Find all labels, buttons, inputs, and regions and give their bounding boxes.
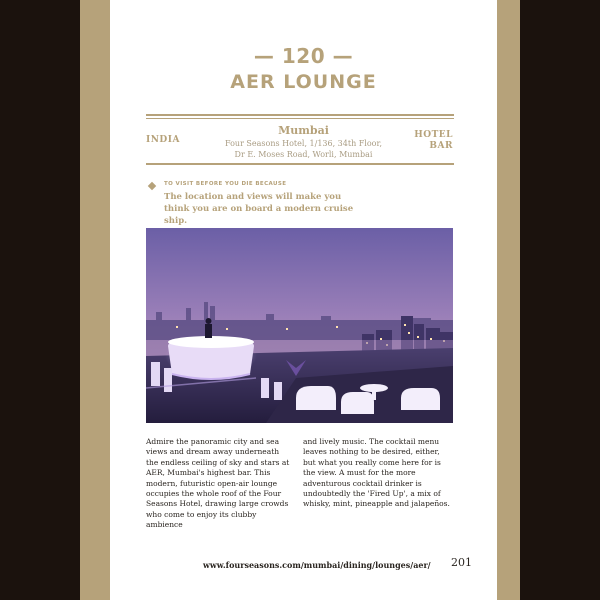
website-link[interactable]: www.fourseasons.com/mumbai/dining/lounges/aer/ [203, 560, 431, 570]
header-rule-bottom [146, 163, 454, 165]
entry-title: AER LOUNGE [230, 71, 377, 93]
address-line-1: Four Seasons Hotel, 1/136, 34th Floor, [224, 139, 382, 148]
venue-type [414, 130, 453, 152]
venue-type-line-2: BAR [429, 141, 453, 151]
entry-number: — 120 — [253, 44, 354, 68]
address-line-2: Dr E. Moses Road, Worli, Mumbai [234, 150, 373, 159]
book-page [110, 0, 497, 600]
rooftop-lounge-illustration [146, 228, 453, 423]
page-number: 201 [451, 556, 472, 569]
city-label: Mumbai [278, 124, 329, 137]
body-text-right: and lively music. The cocktail menu leaves nothing to be desired, either, but what you really come here for is the view. A must for the more adventurous cocktail drinker is undoubtedly the 'Fired Up', a mix of whisky, mint, pineapple and jalapeños. [303, 437, 450, 509]
body-text-left: Admire the panoramic city and sea views and dream away underneath the endless ceiling of sky and stars at AER, Mumbai's highest bar. This modern, futuristic open-air lounge occupies the whole roof of the Four Seasons Hotel, drawing large crowds who come to enjoy its clubby ambience [146, 437, 290, 530]
venue-type-line-1: HOTEL [414, 130, 453, 140]
reason-label: TO VISIT BEFORE YOU DIE BECAUSE [164, 181, 287, 187]
header-rule-top [146, 114, 454, 116]
diamond-bullet-icon [148, 182, 156, 190]
header-rule-thin [146, 118, 454, 119]
country-label: INDIA [146, 135, 180, 145]
reason-text: The location and views will make you think you are on board a modern cruise ship. [164, 192, 354, 226]
venue-photo [146, 228, 453, 423]
